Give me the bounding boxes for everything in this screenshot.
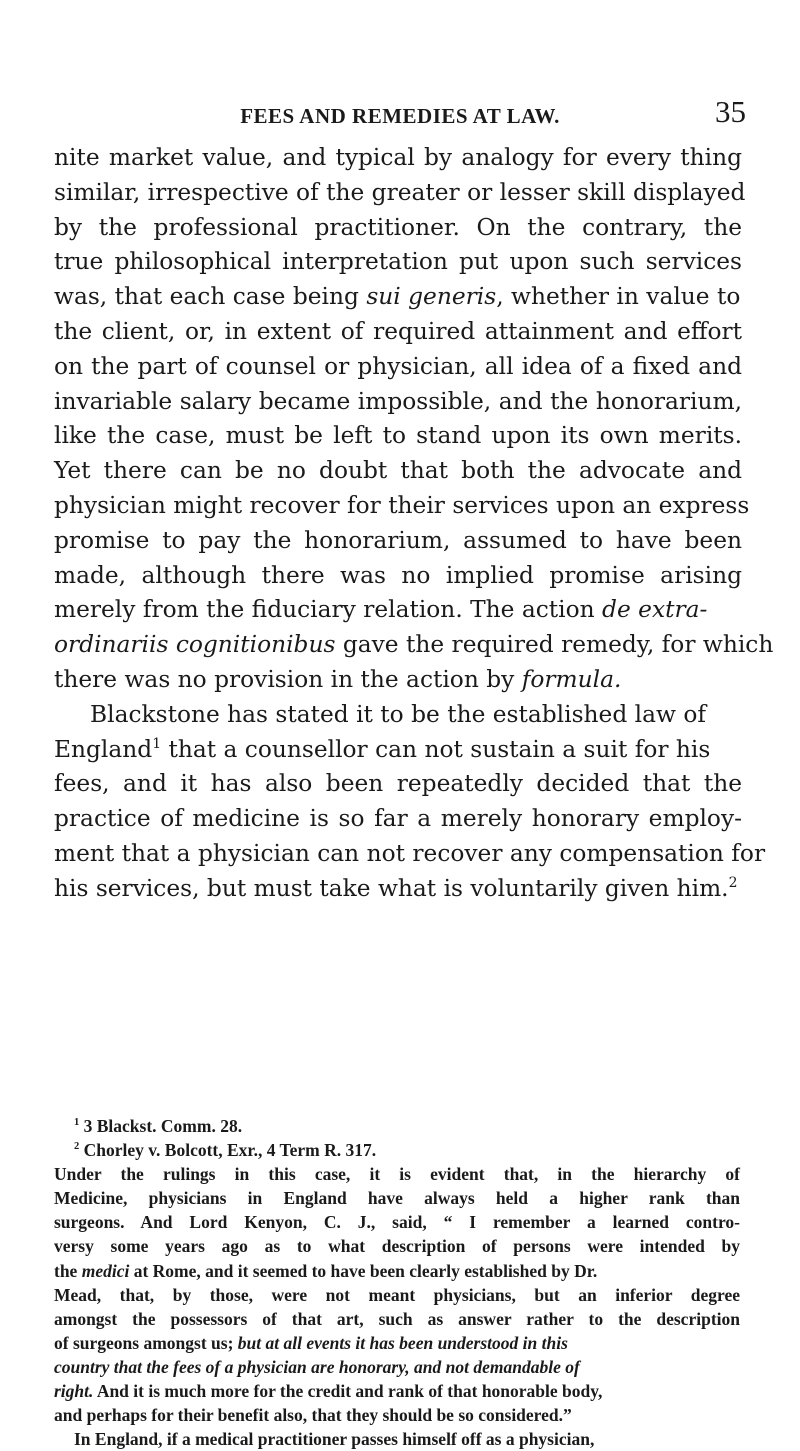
text-run: there was no provision in the action by: [54, 665, 522, 693]
text-line: by the professional practitioner. On the contrary, the: [54, 213, 742, 241]
italic-term: sui generis: [366, 283, 497, 311]
footnote-2: [54, 1138, 740, 1162]
text-line: [54, 628, 774, 663]
text-line: ment that a physician can not recover any compensation for: [54, 839, 766, 867]
footnote-marker: 1: [74, 1117, 80, 1129]
footnote-line: [54, 1331, 740, 1355]
footnote-1: [54, 1114, 740, 1138]
text-line: [54, 663, 742, 698]
footnote-text: 3 Blackst. Comm. 28.: [79, 1116, 243, 1136]
text-line: on the part of counsel or physician, all idea of a fixed and: [54, 352, 742, 380]
text-run: And it is much more for the credit and rank of that honorable body,: [93, 1381, 603, 1402]
text-line: promise to pay the honorarium, assumed to have been: [54, 526, 742, 554]
footnote-line: Under the rulings in this case, it is evident that, in the hierarchy of: [54, 1164, 740, 1185]
italic-term: medici: [81, 1260, 130, 1281]
text-line: Blackstone has stated it to be the established law of: [90, 700, 706, 728]
text-run: at Rome, and it seemed to have been clearly established by Dr.: [129, 1260, 598, 1281]
text-line: [54, 872, 742, 907]
text-line: the client, or, in extent of required attainment and effort: [54, 317, 742, 345]
text-line: invariable salary became impossible, and the honorarium,: [54, 387, 742, 415]
text-line: fees, and it has also been repeatedly decided that the: [54, 770, 742, 798]
running-head: FEES AND REMEDIES AT LAW.: [240, 104, 560, 128]
footnote-line: [54, 1379, 740, 1403]
footnote-line: Mead, that, by those, were not meant physicians, but an inferior degree: [54, 1284, 740, 1305]
text-line: [54, 733, 742, 768]
footnote-line: versy some years ago as to what description of persons were intended by: [54, 1236, 740, 1257]
footnote-ref[interactable]: 1: [152, 735, 162, 752]
text-line: similar, irrespective of the greater or lesser skill displayed: [54, 178, 746, 206]
text-line: practice of medicine is so far a merely honorary employ-: [54, 805, 742, 833]
text-line: made, although there was no implied promise arising: [54, 561, 742, 589]
text-run: his services, but must take what is voluntarily given him.: [54, 874, 729, 902]
footnote-line: [54, 1355, 740, 1379]
italic-term: but at all events it has been understood in this: [237, 1332, 568, 1353]
page-number: 35: [715, 94, 746, 129]
text-line: nite market value, and typical by analogy for every thing: [54, 144, 742, 171]
page-header: [0, 94, 800, 134]
footnote-line: and perhaps for their benefit also, that they should be so considered.”: [54, 1405, 572, 1426]
text-run: that a counsellor can not sustain a suit for his: [161, 735, 711, 763]
text-run: gave the required remedy, for which: [335, 631, 774, 659]
footnote-line: surgeons. And Lord Kenyon, C. J., said, “ I remember a learned contro-: [54, 1212, 740, 1233]
footnote-line: In England, if a medical practitioner passes himself off as a physician,: [74, 1429, 595, 1450]
text-line: [54, 280, 742, 315]
text-run: the: [54, 1260, 82, 1281]
footnotes: [54, 1114, 740, 1451]
italic-term: ordinariis cognitionibus: [54, 631, 336, 659]
footnote-line: amongst the possessors of that art, such as answer rather to the description: [54, 1308, 740, 1329]
footnote-marker: 2: [74, 1141, 80, 1153]
text-line: physician might recover for their services upon an express: [54, 491, 750, 519]
text-run: , whether in value to: [496, 283, 741, 311]
text-run: of surgeons amongst us;: [54, 1332, 238, 1353]
text-line: like the case, must be left to stand upon its own merits.: [54, 422, 742, 450]
italic-term: country that the fees of a physician are honorary, and not demandable of: [54, 1356, 580, 1377]
text-line: true philosophical interpretation put upon such services: [54, 248, 742, 276]
body-text: [54, 141, 774, 907]
text-run: England: [54, 735, 153, 763]
footnote-text: Chorley v. Bolcott, Exr., 4 Term R. 317.: [79, 1140, 377, 1161]
text-line: [54, 593, 742, 628]
text-line: Yet there can be no doubt that both the advocate and: [54, 457, 742, 485]
text-run: was, that each case being: [54, 283, 367, 311]
footnote-line: Medicine, physicians in England have always held a higher rank than: [54, 1188, 740, 1209]
italic-term: formula.: [521, 665, 622, 693]
footnote-line: [54, 1259, 740, 1283]
italic-term: right.: [54, 1381, 94, 1402]
footnote-ref[interactable]: 2: [728, 874, 738, 891]
italic-term: de extra-: [602, 596, 708, 624]
text-run: merely from the fiduciary relation. The action: [54, 596, 603, 624]
